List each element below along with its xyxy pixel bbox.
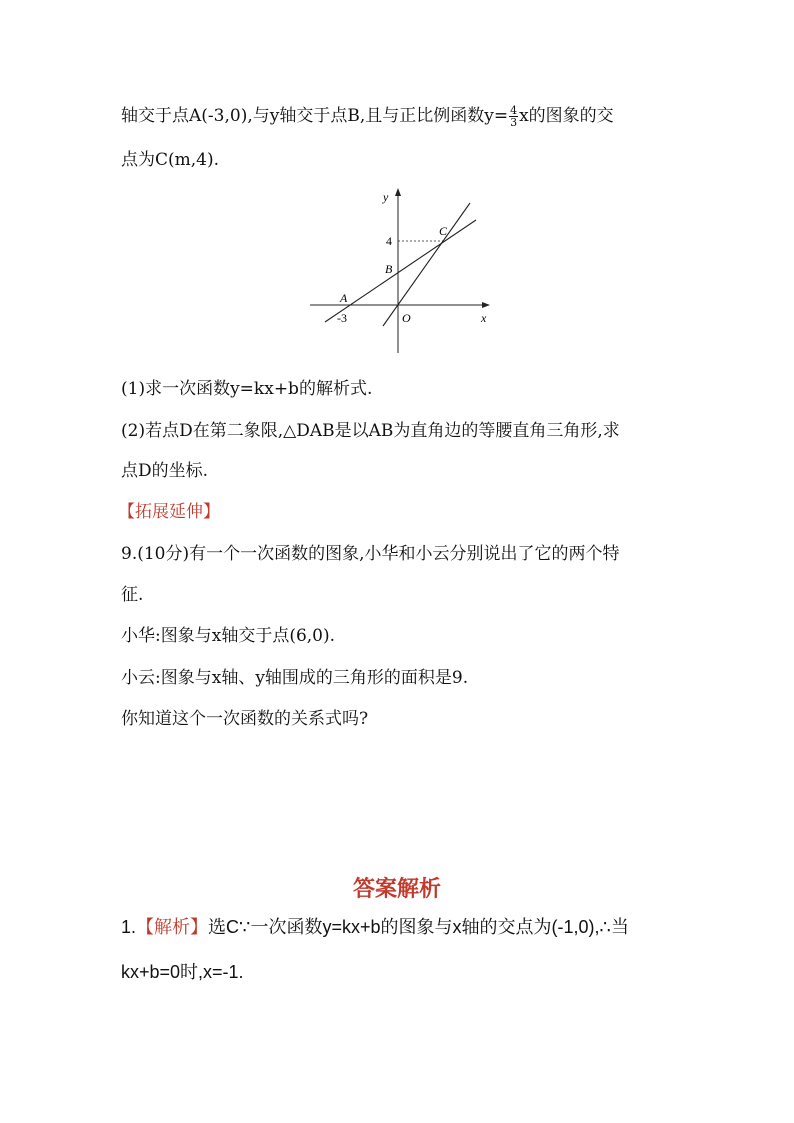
line-four-thirds-x	[383, 203, 470, 326]
fraction-numerator: 4	[510, 104, 518, 117]
problem-9-line-5: 你知道这个一次函数的关系式吗?	[121, 709, 369, 729]
extension-header: 【拓展延伸】	[118, 502, 220, 522]
label-c: C	[439, 224, 448, 238]
problem-8-text-a: 轴交于点A(-3,0),与y轴交于点B,且与正比例函数y=	[121, 106, 509, 126]
function-graph	[300, 185, 500, 360]
y-axis-arrow	[395, 188, 401, 196]
problem-9-line-4: 小云:图象与x轴、y轴围成的三角形的面积是9.	[121, 668, 469, 688]
problem-8-line-1	[121, 104, 614, 128]
fraction-denominator: 3	[510, 116, 518, 129]
x-axis-arrow	[482, 302, 490, 308]
problem-9-line-1: 9.(10分)有一个一次函数的图象,小华和小云分别说出了它的两个特	[121, 544, 620, 564]
question-2-line-2: 点D的坐标.	[121, 461, 209, 481]
problem-8-text-b: x的图象的交	[519, 106, 614, 126]
label-4: 4	[386, 234, 392, 248]
question-2-line-1: (2)若点D在第二象限,△DAB是以AB为直角边的等腰直角三角形,求	[121, 421, 620, 441]
answer-1-line-1	[121, 915, 629, 940]
label-o: O	[402, 311, 411, 325]
problem-9-line-3: 小华:图象与x轴交于点(6,0).	[121, 626, 336, 646]
question-1: (1)求一次函数y=kx+b的解析式.	[121, 379, 373, 399]
problem-8-line-2: 点为C(m,4).	[121, 150, 220, 170]
answers-title: 答案解析	[352, 877, 441, 902]
label-b: B	[385, 262, 393, 276]
line-kx-plus-b	[325, 220, 476, 322]
problem-9-line-2: 征.	[121, 585, 144, 605]
label-a: A	[340, 291, 348, 305]
label-x: x	[481, 311, 487, 325]
answer-1-number: 1.	[121, 917, 137, 937]
label-neg3: -3	[337, 311, 347, 325]
answer-1-text: 选C∵一次函数y=kx+b的图象与x轴的交点为(-1,0),∴当	[208, 917, 629, 937]
answer-1-line-2: kx+b=0时,x=-1.	[121, 962, 244, 982]
analysis-tag: 【解析】	[136, 917, 209, 938]
label-y: y	[383, 190, 389, 204]
fraction-4-3	[509, 105, 518, 128]
